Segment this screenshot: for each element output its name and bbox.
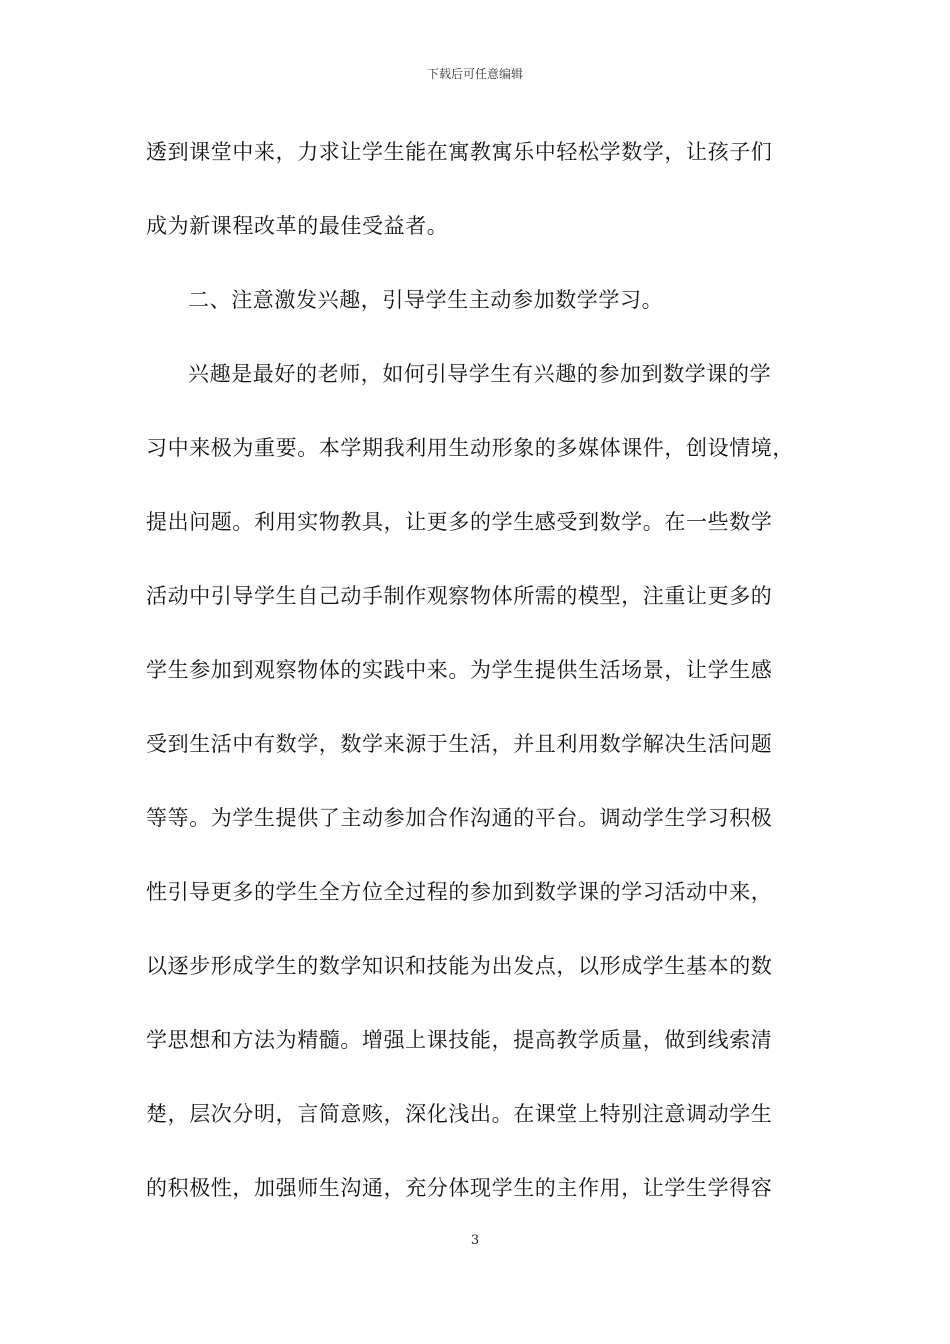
text-line: 提出问题。利用实物教具，让更多的学生感受到数学。在一些数学 [146,510,773,534]
text-line: 兴趣是最好的老师，如何引导学生有兴趣的参加到数学课的学 [188,362,772,386]
text-line: 受到生活中有数学，数学来源于生活，并且利用数学解决生活问题 [146,732,773,756]
text-line: 性引导更多的学生全方位全过程的参加到数学课的学习活动中来， [146,880,773,904]
text-line: 学生参加到观察物体的实践中来。为学生提供生活场景，让学生感 [146,658,773,682]
text-line: 透到课堂中来，力求让学生能在寓教寓乐中轻松学数学，让孩子们 [146,140,773,164]
text-line: 习中来极为重要。本学期我利用生动形象的多媒体课件，创设情境， [146,436,794,460]
text-line: 活动中引导学生自己动手制作观察物体所需的模型，注重让更多的 [146,584,773,608]
text-line: 成为新课程改革的最佳受益者。 [146,214,449,238]
page-number: 3 [470,1233,480,1248]
text-line: 楚，层次分明，言简意赅，深化浅出。在课堂上特别注意调动学生 [146,1102,773,1126]
text-line: 等等。为学生提供了主动参加合作沟通的平台。调动学生学习积极 [146,806,773,830]
section-heading: 二、注意激发兴趣，引导学生主动参加数学学习。 [188,288,664,312]
text-line: 的积极性，加强师生沟通，充分体现学生的主作用，让学生学得容 [146,1176,773,1200]
page-header-note: 下载后可任意编辑 [426,67,523,81]
text-line: 学思想和方法为精髓。增强上课技能，提高教学质量，做到线索清 [146,1028,773,1052]
text-line: 以逐步形成学生的数学知识和技能为出发点，以形成学生基本的数 [146,954,773,978]
